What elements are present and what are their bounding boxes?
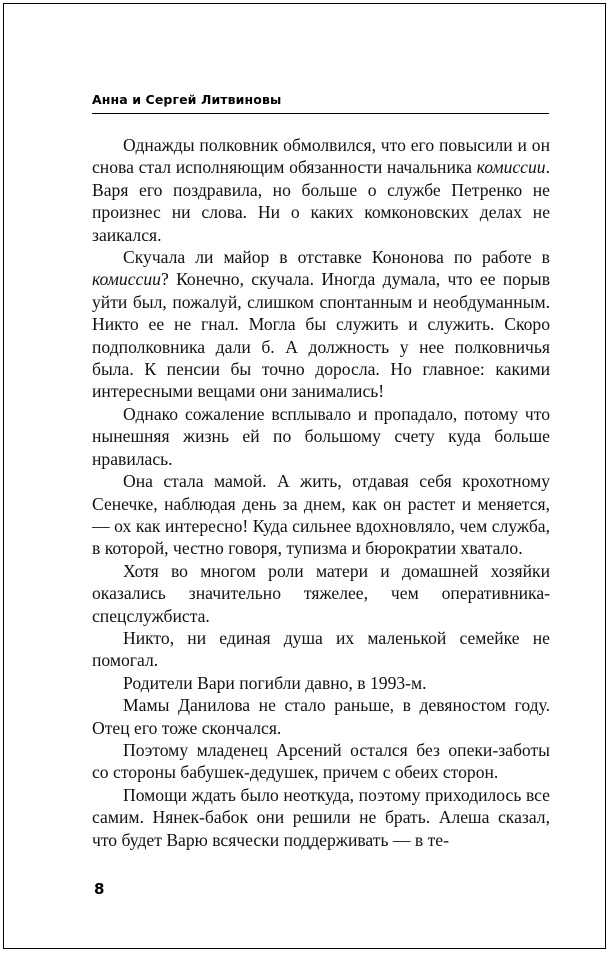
text-run: Родители Вари погибли давно, в 1993-м. [123,672,427,693]
paragraph [92,246,550,403]
text-run: Скучала ли майор в отставке Кононова по работе в [123,247,550,268]
running-head: Анна и Сергей Литвиновы [92,92,282,107]
body-text [92,134,550,851]
text-run: Мамы Данилова не стало раньше, в девяностом году. Отец его тоже скончался. [92,695,550,738]
paragraph [92,672,550,694]
italic-term: комиссии [476,157,546,178]
paragraph [92,694,550,739]
text-run: ? Конечно, скучала. Иногда думала, что ее порыв уйти был, пожалуй, слишком спонтанным и необдуманным. Никто ее не гнал. Могла бы служить и служить. Скоро подполковника дали б. А должность у нее полковничья была. К пенсии бы точно доросла. Но главное: какими интересными вещами они занимались! [92,269,550,402]
text-run: Однажды полковник обмолвился, что его повысили и он снова стал исполняющим обязанности начальника [92,135,550,178]
paragraph [92,134,550,246]
text-run: Поэтому младенец Арсений остался без опеки-заботы со стороны бабушек-дедушек, причем с обеих сторон. [92,739,550,783]
paragraph [92,627,550,672]
paragraph [92,403,550,470]
text-run: Хотя во многом роли матери и домашней хозяйки оказались значительно тяжелее, чем оперативника-спецслужбиста. [92,560,550,626]
italic-term: комиссии [92,269,161,290]
book-page [3,3,606,949]
paragraph [92,739,550,784]
text-run: Помощи ждать было неоткуда, поэтому приходилось все самим. Нянек-бабок они решили не брать. Алеша сказал, что будет Варю всячески поддерживать — в те- [92,784,550,850]
text-run: . Варя его поздравила, но больше о службе Петренко не произнес ни слова. Ни о каких комконовских делах не заикался. [92,157,550,245]
paragraph [92,784,550,851]
paragraph [92,560,550,627]
page-number: 8 [94,880,105,898]
text-run: Однако сожаление всплывало и пропадало, потому что нынешняя жизнь ей по большому счету куда больше нравилась. [92,403,550,469]
text-run: Никто, ни единая душа их маленькой семейке не помогал. [92,627,550,671]
text-run: Она стала мамой. А жить, отдавая себя крохотному Сенечке, наблюдая день за днем, как он растет и меняется, — ох как интересно! Куда сильнее вдохновляло, чем служба, в которой, честно говоря, тупизма и бюрократии хватало. [92,471,550,559]
paragraph [92,470,550,560]
header-rule [92,113,549,114]
